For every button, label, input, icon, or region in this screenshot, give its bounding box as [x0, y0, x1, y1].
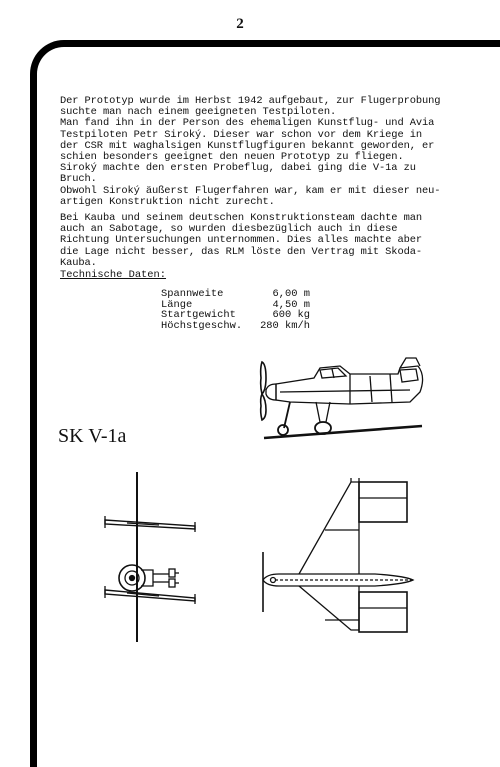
text-line: der CSR mit waghalsigen Kunstflugfiguren bekannt geworden, er	[60, 139, 435, 152]
top-view-drawing	[255, 470, 425, 650]
spec-value: 600 kg	[272, 309, 310, 322]
text-line: Man fand ihn in der Person des ehemaligen Kunstflug- und Avia	[60, 117, 435, 130]
text-line: auch an Sabotage, so wurden diesbezüglich auch in diese	[60, 223, 398, 236]
spec-value: 6,00 m	[272, 288, 310, 300]
spec-label: Spannweite	[161, 288, 224, 300]
spec-label: Höchstgeschw.	[161, 319, 243, 332]
text-line: die Lage nicht besser, das RLM löste den Vertrag mit Skoda-	[60, 245, 422, 258]
text-line: Obwohl Siroký äußerst Flugerfahren war, kam er mit dieser neu-	[60, 184, 441, 197]
text-line: Siroký machte den ersten Probeflug, dabei ging die V-1a zu	[60, 162, 416, 175]
text-line: artigen Konstruktion nicht zurecht.	[60, 195, 275, 208]
body-text	[60, 96, 480, 274]
text-line: Testpiloten Petr Siroký. Dieser war schon vor dem Kriege in	[60, 128, 422, 141]
spec-label: Startgewicht	[161, 309, 236, 322]
text-line: Der Prototyp wurde im Herbst 1942 aufgebaut, zur Flugerprobung	[60, 95, 441, 107]
model-label: SK V-1a	[58, 425, 127, 447]
paragraph-1	[60, 96, 480, 208]
text-line: Bei Kauba und seinem deutschen Konstruktionsteam dachte man	[60, 212, 422, 225]
paragraph-2	[60, 213, 480, 269]
text-line: suchte man nach einem geeigneten Testpiloten.	[60, 106, 337, 119]
spec-row	[161, 289, 310, 300]
spec-value: 280 km/h	[260, 319, 310, 332]
front-view-drawing	[95, 470, 205, 645]
technical-data-table	[161, 289, 310, 331]
page-number: 2	[236, 16, 244, 32]
text-line: Kauba.	[60, 256, 97, 269]
spec-row	[161, 321, 310, 332]
text-line: Bruch.	[60, 173, 97, 186]
text-line: Richtung Untersuchungen unternommen. Dies alles machte aber	[60, 234, 422, 247]
side-view-drawing	[250, 356, 440, 446]
spec-label: Länge	[161, 298, 193, 311]
spec-value: 4,50 m	[272, 298, 310, 311]
technical-data-heading: Technische Daten:	[60, 269, 167, 281]
text-line: schien besonders geeignet den neuen Prototyp zu fliegen.	[60, 151, 404, 164]
